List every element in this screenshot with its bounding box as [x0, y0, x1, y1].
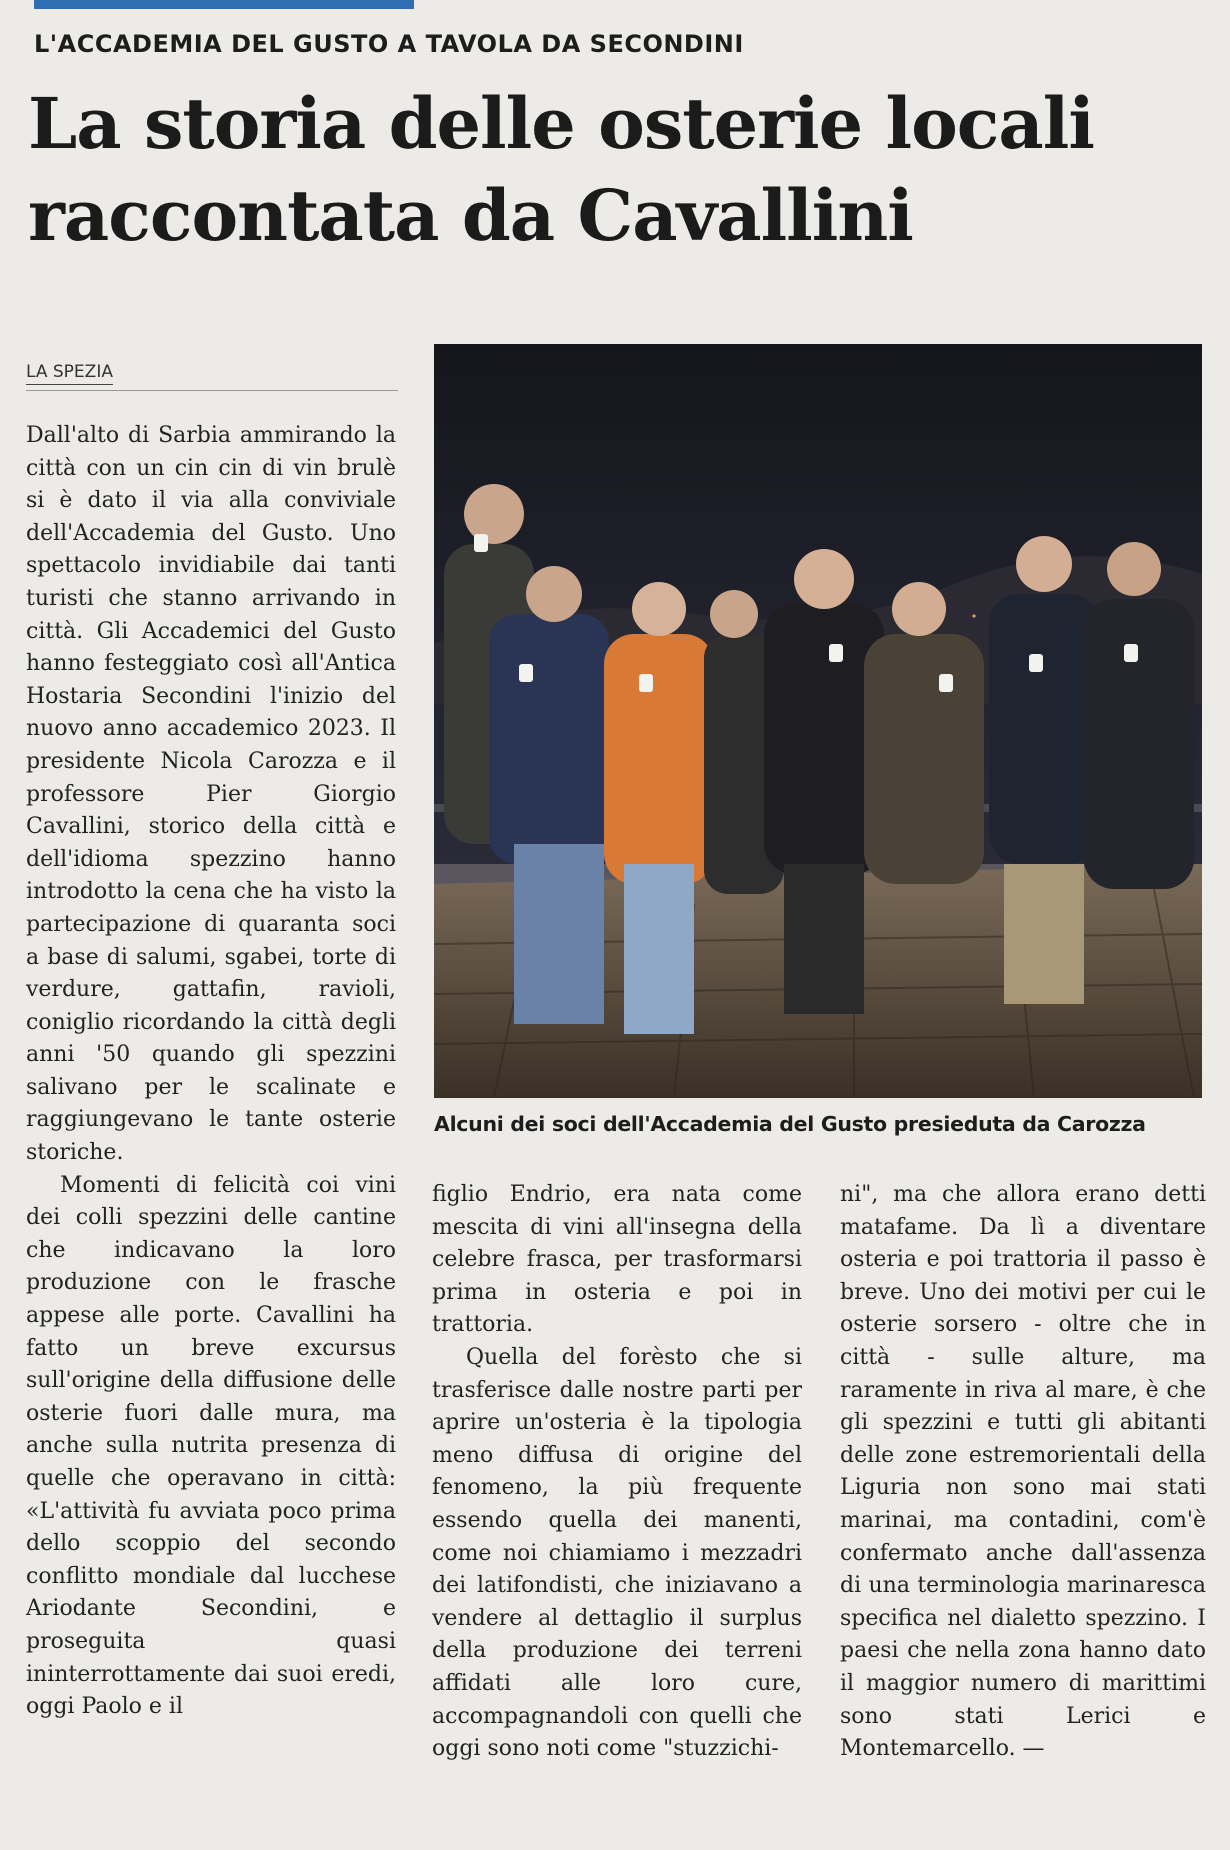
group-photo-illustration [434, 344, 1202, 1098]
article-column-2 [432, 1179, 802, 1766]
photo-caption: Alcuni dei soci dell'Accademia del Gusto presieduta da Carozza [434, 1112, 1146, 1136]
kicker: L'ACCADEMIA DEL GUSTO A TAVOLA DA SECONDINI [34, 30, 744, 58]
headline [28, 78, 1208, 262]
headline-line-2: raccontata da Cavallini [28, 174, 913, 257]
paragraph: Dall'alto di Sarbia ammirando la città con un cin cin di vin brulè si è dato il via alla conviviale dell'Accademia del Gusto. Uno spettacolo invidiabile dai tanti turisti che stanno arrivando in città. Gli Accademici del Gusto hanno festeggiato così all'Antica Hostaria Secondini l'inizio del nuovo anno accademico 2023. Il presidente Nicola Carozza e il professore Pier Giorgio Cavallini, storico della città e dell'idioma spezzino hanno introdotto la cena che ha visto la partecipazione di quaranta soci a base di salumi, sgabei, torte di verdure, gattafin, ravioli, coniglio ricordando la città degli anni '50 quando gli spezzini salivano per le scalinate e raggiungevano le tante osterie storiche. [26, 423, 396, 1166]
paragraph: Momenti di felicità coi vini dei colli spezzini delle cantine che indicavano la loro produzione con le frasche appese alle porte. Cavallini ha fatto un breve excursus sull'origine della diffusione delle osterie fuori dalle mura, ma anche sulla nutrita presenza di quelle che operavano in città: «L'attività fu avviata poco prima dello scoppio del secondo conflitto mondiale dal lucchese Ariodante Secondini, e proseguita quasi ininterrottamente dai suoi eredi, oggi Paolo e il [26, 1172, 396, 1720]
headline-line-1: La storia delle osterie locali [28, 82, 1094, 165]
article-column-3 [840, 1179, 1206, 1766]
dateline-location: LA SPEZIA [26, 362, 113, 385]
article-column-1 [26, 420, 396, 1724]
section-accent-bar [34, 0, 414, 9]
article-photo [434, 344, 1202, 1098]
paragraph: ni", ma che allora erano detti matafame. Da lì a diventare osteria e poi trattoria il passo è breve. Uno dei motivi per cui le osterie sorsero - oltre che in città - sulle alture, ma raramente in riva al mare, è che gli spezzini e tutti gli abitanti delle zone estremorientali della Liguria non sono mai stati marinai, ma contadini, com'è confermato anche dall'assenza di una terminologia marinaresca specifica nel dialetto spezzino. I paesi che nella zona hanno dato il maggior numero di marittimi sono stati Lerici e Montemarcello. — [840, 1182, 1206, 1762]
paragraph: Quella del forèsto che si trasferisce dalle nostre parti per aprire un'osteria è la tipologia meno diffusa di origine del fenomeno, la più frequente essendo quella dei manenti, come noi chiamiamo i mezzadri dei latifondisti, che iniziavano a vendere al dettaglio il surplus della produzione dei terreni affidati alle loro cure, accompagnandoli con quelli che oggi sono noti come "stuzzichi- [432, 1344, 802, 1762]
divider [26, 390, 398, 391]
paragraph: figlio Endrio, era nata come mescita di vini all'insegna della celebre frasca, per trasformarsi prima in osteria e poi in trattoria. [432, 1182, 802, 1338]
